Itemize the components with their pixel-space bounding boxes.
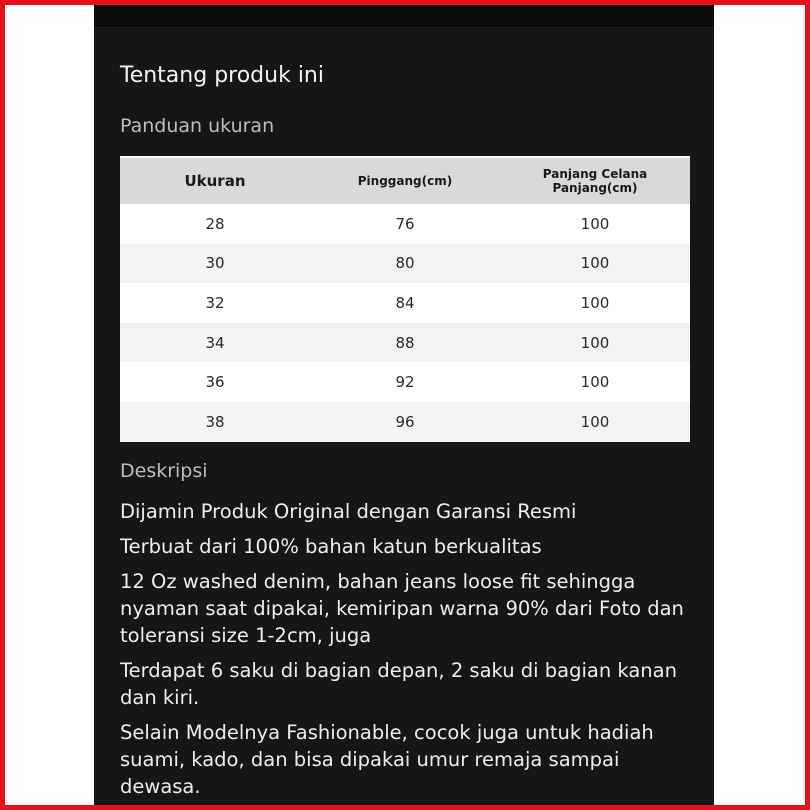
description-heading: Deskripsi [120, 460, 208, 482]
cell-size: 38 [120, 402, 310, 442]
cell-size: 30 [120, 244, 310, 284]
description-body [120, 498, 700, 805]
cell-length: 100 [500, 323, 690, 363]
description-paragraph: Selain Modelnya Fashionable, cocok juga untuk hadiah suami, kado, dan bisa dipakai umur remaja sampai dewasa. [120, 721, 654, 798]
table-row [120, 323, 690, 363]
product-info-panel [94, 5, 714, 805]
description-paragraph: Dijamin Produk Original dengan Garansi Resmi [120, 500, 577, 523]
description-paragraph: Terdapat 6 saku di bagian depan, 2 saku di bagian kanan dan kiri. [120, 659, 677, 709]
cell-length: 100 [500, 402, 690, 442]
cell-length: 100 [500, 244, 690, 284]
cell-waist: 76 [395, 214, 415, 233]
cell-size: 34 [120, 323, 310, 363]
cell-size: 28 [205, 214, 225, 233]
cell-length: 100 [580, 293, 610, 312]
table-header-row [120, 157, 690, 204]
description-paragraph: Terbuat dari 100% bahan katun berkualitas [120, 535, 542, 558]
table-row [120, 402, 690, 442]
top-strip [94, 5, 714, 28]
header-waist: Pinggang(cm) [310, 157, 500, 204]
cell-size: 36 [205, 373, 225, 392]
table-row [120, 283, 690, 323]
table-row [120, 362, 690, 402]
cell-waist: 80 [310, 244, 500, 284]
cell-waist: 96 [310, 402, 500, 442]
section-title: Tentang produk ini [120, 63, 324, 88]
cell-length: 100 [580, 214, 610, 233]
header-size: Ukuran [120, 157, 310, 204]
table-row [120, 244, 690, 284]
cell-size: 32 [205, 293, 225, 312]
size-guide-heading: Panduan ukuran [120, 115, 275, 137]
header-pants-length: Panjang Celana Panjang(cm) [500, 157, 690, 204]
cell-waist: 88 [310, 323, 500, 363]
description-paragraph: 12 Oz washed denim, bahan jeans loose fit sehingga nyaman saat dipakai, kemiripan warna 90% dari Foto dan toleransi size 1-2cm, juga [120, 570, 684, 647]
size-table [120, 156, 690, 442]
cell-length: 100 [580, 373, 610, 392]
cell-waist: 84 [395, 293, 415, 312]
cell-waist: 92 [395, 373, 415, 392]
table-row [120, 204, 690, 244]
size-chart-image [120, 156, 690, 440]
